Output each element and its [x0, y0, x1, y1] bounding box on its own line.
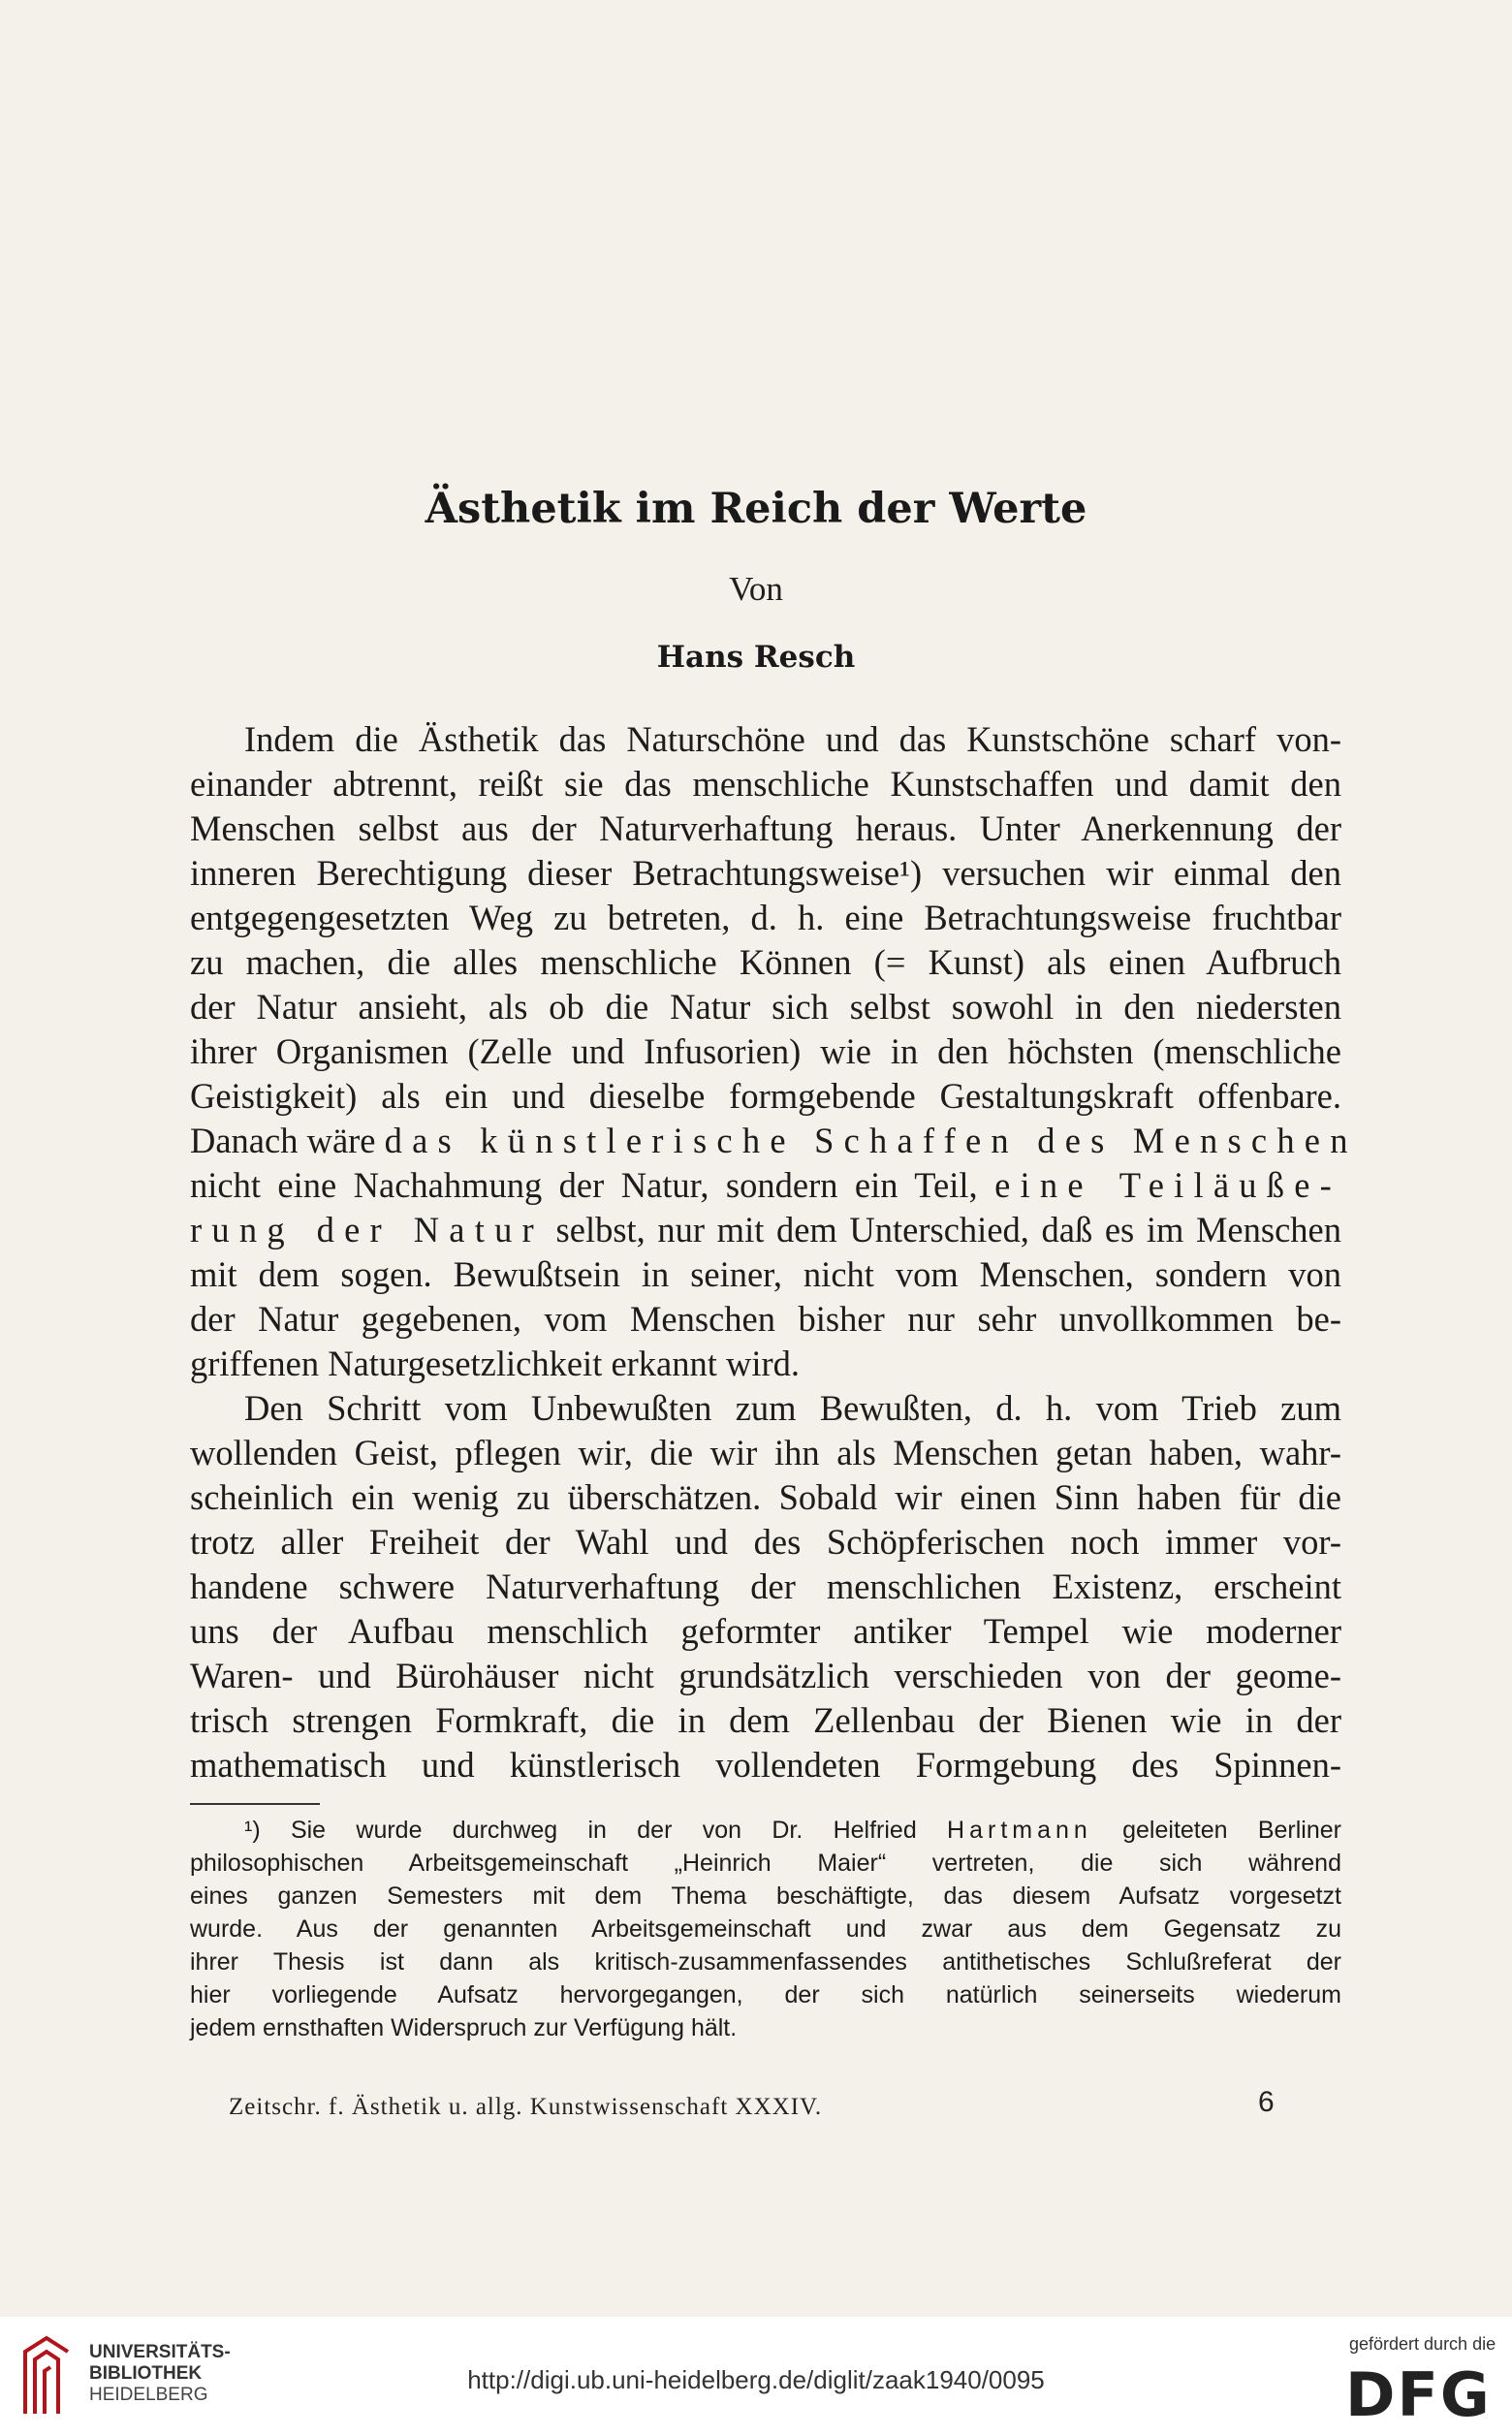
body-line: uns der Aufbau menschlich geformter antiker Tempel wie moderner [190, 1611, 1341, 1651]
digitization-footer-bar [0, 2317, 1512, 2436]
footnote-line: hier vorliegende Aufsatz hervorgegangen, der sich natürlich seinerseits wiederum [190, 1981, 1341, 2009]
body-line: einander abtrennt, reißt sie das menschliche Kunstschaffen und damit den [190, 764, 1341, 804]
library-line-1: UNIVERSITÄTS- [89, 2342, 231, 2362]
author-name: Hans Resch [656, 640, 856, 675]
journal-reference: Zeitschr. f. Ästhetik u. allg. Kunstwissenschaft XXXIV. [229, 2094, 823, 2120]
body-line: nicht eine Nachahmung der Natur, sondern ein Teil, eine Teiläuße- [190, 1165, 1341, 1205]
article-title: Ästhetik im Reich der Werte [425, 485, 1087, 533]
emphasis-spaced: das künstlerische Schaffen des Menschen [384, 1121, 1358, 1160]
body-line: zu machen, die alles menschliche Können (= Kunst) als einen Aufbruch [190, 942, 1341, 982]
footnote-divider [190, 1803, 320, 1805]
body-line: Den Schritt vom Unbewußten zum Bewußten, d. h. vom Trieb zum [244, 1388, 1341, 1428]
body-line: mit dem sogen. Bewußtsein in seiner, nicht vom Menschen, sondern von [190, 1254, 1341, 1294]
library-line-3: HEIDELBERG [89, 2385, 208, 2405]
body-line: mathematisch und künstlerisch vollendeten Formgebung des Spinnen- [190, 1745, 1341, 1785]
footnote-line: ihrer Thesis ist dann als kritisch-zusammenfassendes antithetisches Schlußreferat der [190, 1948, 1341, 1976]
footnote-line: wurde. Aus der genannten Arbeitsgemeinschaft und zwar aus dem Gegensatz zu [190, 1915, 1341, 1943]
body-line: trisch strengen Formkraft, die in dem Zellenbau der Bienen wie in der [190, 1700, 1341, 1740]
footnote-line: philosophischen Arbeitsgemeinschaft „Heinrich Maier“ vertreten, die sich während [190, 1850, 1341, 1877]
footnote-line: jedem ernsthaften Widerspruch zur Verfügung hält. [190, 2014, 738, 2041]
emphasis-spaced: Hartmann [947, 1817, 1092, 1844]
body-line: Menschen selbst aus der Naturverhaftung heraus. Unter Anerkennung der [190, 808, 1341, 848]
emphasis-spaced: eine Teiläuße- [994, 1165, 1341, 1205]
body-line: Indem die Ästhetik das Naturschöne und das Kunstschöne scharf von- [244, 719, 1341, 759]
body-line: Waren- und Bürohäuser nicht grundsätzlich verschieden von der geome- [190, 1656, 1341, 1695]
body-line: scheinlich ein wenig zu überschätzen. Sobald wir einen Sinn haben für die [190, 1477, 1341, 1517]
body-line: Geistigkeit) als ein und dieselbe formgebende Gestaltungskraft offenbare. [190, 1076, 1341, 1116]
body-line: der Natur gegebenen, vom Menschen bisher nur sehr unvollkommen be- [190, 1299, 1341, 1339]
emphasis-spaced: rung der Natur [190, 1210, 544, 1250]
byline: Von [729, 570, 783, 608]
body-line: der Natur ansieht, als ob die Natur sich selbst sowohl in den niedersten [190, 987, 1341, 1027]
body-line: rung der Natur selbst, nur mit dem Unterschied, daß es im Menschen [190, 1210, 1341, 1250]
body-line: trotz aller Freiheit der Wahl und des Schöpferischen noch immer vor- [190, 1522, 1341, 1562]
body-line: handene schwere Naturverhaftung der menschlichen Existenz, erscheint [190, 1566, 1341, 1606]
footnote-line: eines ganzen Semesters mit dem Thema beschäftigte, das diesem Aufsatz vorgesetzt [190, 1882, 1341, 1910]
library-line-2: BIBLIOTHEK [89, 2363, 203, 2384]
footnote-line: ¹) Sie wurde durchweg in der von Dr. Helfried Hartmann geleiteten Berliner [244, 1817, 1341, 1844]
dfg-logo: DFG [1345, 2359, 1492, 2430]
funding-note: gefördert durch die [1349, 2334, 1496, 2354]
body-line: Danach wäre das künstlerische Schaffen des Menschen [190, 1121, 1358, 1160]
body-line: ihrer Organismen (Zelle und Infusorien) wie in den höchsten (menschliche [190, 1031, 1341, 1071]
body-line: entgegengesetzten Weg zu betreten, d. h. eine Betrachtungsweise fruchtbar [190, 898, 1341, 937]
body-line: wollenden Geist, pflegen wir, die wir ihn als Menschen getan haben, wahr- [190, 1433, 1341, 1472]
body-line: griffenen Naturgesetzlichkeit erkannt wird. [190, 1344, 801, 1383]
permalink-url[interactable]: http://digi.ub.uni-heidelberg.de/diglit/zaak1940/0095 [467, 2365, 1045, 2394]
body-line: inneren Berechtigung dieser Betrachtungsweise¹) versuchen wir einmal den [190, 853, 1341, 893]
page-number: 6 [1258, 2086, 1275, 2118]
